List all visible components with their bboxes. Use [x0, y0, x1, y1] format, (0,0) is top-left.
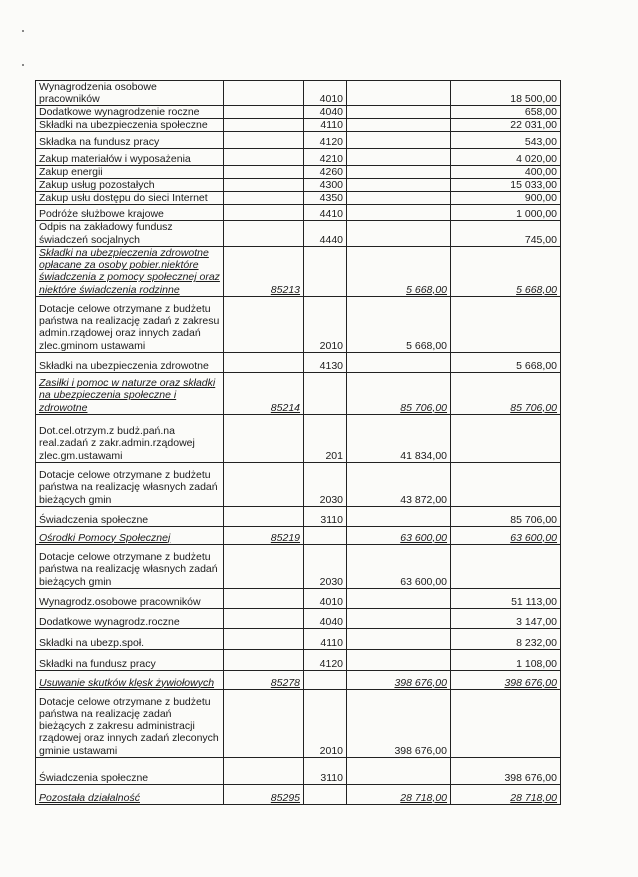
row-paragraph-code: [304, 506, 347, 526]
row-total: [451, 296, 561, 352]
row-total-text: 63 600,00: [510, 531, 557, 544]
row-paragraph-code-text: 3110: [320, 513, 343, 526]
table-row: [36, 81, 561, 106]
row-total: [451, 119, 561, 132]
budget-table-body: [36, 81, 561, 805]
row-description-text: Odpis na zakładowy fundusz świadczeń socjalnych: [39, 221, 173, 246]
row-total-text: 51 113,00: [511, 595, 557, 608]
table-row: [36, 106, 561, 119]
row-description-text: Wynagrodz.osobowe pracowników: [39, 595, 201, 608]
row-description-text: Pozostała działalność: [39, 791, 140, 804]
row-paragraph-code: [304, 628, 347, 649]
row-amount: [347, 506, 451, 526]
row-total-text: 658,00: [524, 106, 557, 119]
row-amount: [347, 784, 451, 804]
row-section-code: [224, 757, 304, 784]
row-paragraph-code-text: 4260: [319, 166, 343, 179]
row-section-code: [224, 166, 304, 179]
row-description-text: Dotacje celowe otrzymane z budżetu państwa na realizację własnych zadań bieżących gmin: [39, 469, 218, 506]
row-paragraph-code: [304, 689, 347, 757]
row-amount-text: 398 676,00: [394, 676, 447, 689]
section-row: [36, 526, 561, 544]
row-amount-text: 63 600,00: [400, 531, 447, 544]
table-row: [36, 689, 561, 757]
row-description-text: Dotacje celowe otrzymane z budżetu państwa na realizację zadań z zakresu admin.rządowej oraz innych zadań zlec.gminom ustawami: [39, 303, 220, 352]
row-paragraph-code: [304, 544, 347, 588]
row-section-code: [224, 414, 304, 462]
row-description: [36, 205, 224, 221]
table-row: [36, 192, 561, 205]
row-description: [36, 221, 224, 246]
row-section-code: [224, 506, 304, 526]
section-row: [36, 372, 561, 414]
row-amount: [347, 414, 451, 462]
row-description: [36, 588, 224, 608]
row-description: [36, 526, 224, 544]
row-section-code: [224, 588, 304, 608]
row-section-code: [224, 649, 304, 670]
row-total: [451, 670, 561, 689]
row-section-code: [224, 544, 304, 588]
row-section-code: [224, 119, 304, 132]
row-amount: [347, 372, 451, 414]
row-total-text: 543,00: [524, 136, 557, 149]
row-description-text: Dotacje celowe otrzymane z budżetu państwa na realizację zadań bieżących z zakresu administracji rządowej oraz innych zadań zleconych gminie ustawami: [39, 696, 219, 757]
row-paragraph-code: [304, 526, 347, 544]
row-paragraph-code: [304, 106, 347, 119]
row-amount: [347, 246, 451, 296]
row-amount-text: 63 600,00: [400, 575, 447, 588]
row-amount: [347, 166, 451, 179]
row-description: [36, 81, 224, 106]
row-section-code-text: 85213: [270, 283, 300, 296]
row-total: [451, 352, 561, 372]
row-paragraph-code-text: 4440: [319, 233, 343, 246]
row-total-text: 3 147,00: [516, 615, 557, 628]
row-amount: [347, 352, 451, 372]
row-section-code: [224, 372, 304, 414]
row-total-text: 745,00: [524, 233, 557, 246]
row-paragraph-code: [304, 81, 347, 106]
table-row: [36, 166, 561, 179]
table-row: [36, 221, 561, 246]
row-description-text: Składki na ubezpieczenia zdrowotne opłacane za osoby pobier.niektóre świadczenia z pomocy społecznej oraz niektóre świadczenia rodzinne: [39, 247, 220, 296]
row-amount-text: 5 668,00: [406, 283, 447, 296]
row-paragraph-code: [304, 784, 347, 804]
row-amount: [347, 81, 451, 106]
row-paragraph-code-text: 4040: [319, 106, 343, 119]
row-description: [36, 628, 224, 649]
table-row: [36, 462, 561, 506]
row-paragraph-code-text: 4120: [319, 136, 343, 149]
row-section-code: [224, 221, 304, 246]
row-total: [451, 784, 561, 804]
row-amount: [347, 588, 451, 608]
row-section-code: [224, 670, 304, 689]
table-row: [36, 506, 561, 526]
row-total: [451, 649, 561, 670]
row-paragraph-code-text: 3110: [320, 771, 343, 784]
row-paragraph-code-text: 4110: [320, 636, 343, 649]
row-section-code-text: 85295: [270, 791, 300, 804]
row-total-text: 85 706,00: [510, 513, 557, 526]
row-description-text: Dot.cel.otrzym.z budż.pań.na real.zadań z zakr.admin.rządowej zlec.gm.ustawami: [39, 425, 195, 462]
row-paragraph-code: [304, 221, 347, 246]
row-paragraph-code: [304, 166, 347, 179]
row-paragraph-code: [304, 149, 347, 166]
row-amount: [347, 221, 451, 246]
row-section-code: [224, 132, 304, 149]
row-paragraph-code-text: 201: [325, 449, 343, 462]
row-description-text: Składki na ubezpieczenia społeczne: [39, 119, 208, 132]
row-description: [36, 414, 224, 462]
row-amount-text: 85 706,00: [400, 401, 447, 414]
section-row: [36, 246, 561, 296]
row-total: [451, 106, 561, 119]
table-row: [36, 628, 561, 649]
row-description: [36, 608, 224, 628]
row-amount: [347, 149, 451, 166]
row-amount: [347, 526, 451, 544]
row-description: [36, 352, 224, 372]
row-description: [36, 506, 224, 526]
row-paragraph-code-text: 4120: [319, 657, 343, 670]
row-paragraph-code: [304, 608, 347, 628]
row-amount: [347, 132, 451, 149]
row-description-text: Składki na ubezp.społ.: [39, 636, 145, 649]
row-amount: [347, 205, 451, 221]
row-description: [36, 544, 224, 588]
row-description-text: Wynagrodzenia osobowe pracowników: [39, 81, 157, 106]
row-description: [36, 372, 224, 414]
row-total: [451, 757, 561, 784]
row-paragraph-code: [304, 649, 347, 670]
row-description: [36, 166, 224, 179]
row-section-code: [224, 462, 304, 506]
budget-table: [35, 80, 561, 805]
table-row: [36, 119, 561, 132]
row-amount: [347, 757, 451, 784]
row-amount: [347, 628, 451, 649]
row-description: [36, 149, 224, 166]
row-paragraph-code-text: 4010: [319, 93, 343, 106]
row-section-code: [224, 352, 304, 372]
row-section-code: [224, 246, 304, 296]
row-amount: [347, 544, 451, 588]
row-total: [451, 462, 561, 506]
table-row: [36, 132, 561, 149]
row-amount: [347, 649, 451, 670]
row-paragraph-code-text: 4130: [319, 359, 343, 372]
row-amount: [347, 689, 451, 757]
row-description-text: Podróże służbowe krajowe: [39, 208, 164, 221]
row-total-text: 8 232,00: [516, 636, 557, 649]
row-total-text: 4 020,00: [516, 153, 557, 166]
row-amount-text: 398 676,00: [394, 744, 447, 757]
row-total-text: 398 676,00: [504, 676, 557, 689]
table-row: [36, 649, 561, 670]
row-total: [451, 608, 561, 628]
row-section-code: [224, 81, 304, 106]
row-description-text: Dotacje celowe otrzymane z budżetu państwa na realizację własnych zadań bieżących gmin: [39, 551, 218, 588]
row-total-text: 85 706,00: [510, 401, 557, 414]
table-row: [36, 588, 561, 608]
scan-speck: [22, 64, 24, 66]
row-description-text: Dodatkowe wynagrodz.roczne: [39, 615, 180, 628]
table-row: [36, 544, 561, 588]
row-total-text: 15 033,00: [510, 179, 557, 192]
row-section-code: [224, 526, 304, 544]
row-description: [36, 119, 224, 132]
row-description-text: Zasiłki i pomoc w naturze oraz składki na ubezpieczenia społeczne i zdrowotne: [39, 377, 216, 414]
table-row: [36, 414, 561, 462]
row-description-text: Zakup energii: [39, 166, 103, 179]
row-total: [451, 192, 561, 205]
row-total: [451, 246, 561, 296]
section-row: [36, 670, 561, 689]
row-paragraph-code-text: 2010: [319, 339, 343, 352]
row-section-code: [224, 628, 304, 649]
row-total-text: 5 668,00: [516, 359, 557, 372]
row-paragraph-code-text: 4410: [319, 208, 343, 221]
row-section-code: [224, 179, 304, 192]
table-row: [36, 179, 561, 192]
row-amount: [347, 119, 451, 132]
row-amount: [347, 106, 451, 119]
row-description: [36, 649, 224, 670]
row-total-text: 5 668,00: [516, 283, 557, 296]
row-total-text: 398 676,00: [504, 771, 557, 784]
row-amount: [347, 670, 451, 689]
row-section-code-text: 85278: [270, 676, 300, 689]
row-total: [451, 526, 561, 544]
row-paragraph-code: [304, 205, 347, 221]
row-paragraph-code: [304, 192, 347, 205]
row-total: [451, 205, 561, 221]
row-total-text: 1 108,00: [516, 657, 557, 670]
row-description-text: Świadczenia społeczne: [39, 771, 149, 784]
row-total: [451, 81, 561, 106]
row-amount-text: 43 872,00: [400, 493, 447, 506]
row-amount: [347, 462, 451, 506]
row-paragraph-code: [304, 179, 347, 192]
row-total: [451, 221, 561, 246]
row-description-text: Składki na ubezpieczenia zdrowotne: [39, 359, 209, 372]
row-paragraph-code: [304, 132, 347, 149]
row-paragraph-code: [304, 670, 347, 689]
row-paragraph-code-text: 4110: [320, 119, 343, 132]
row-description: [36, 757, 224, 784]
row-paragraph-code: [304, 246, 347, 296]
row-section-code: [224, 149, 304, 166]
row-description-text: Zakup usłu dostępu do sieci Internet: [39, 192, 208, 205]
row-description: [36, 132, 224, 149]
row-amount: [347, 192, 451, 205]
row-paragraph-code-text: 4040: [319, 615, 343, 628]
row-paragraph-code: [304, 296, 347, 352]
row-total: [451, 149, 561, 166]
row-section-code-text: 85219: [270, 531, 300, 544]
row-description: [36, 462, 224, 506]
row-description: [36, 296, 224, 352]
row-paragraph-code: [304, 352, 347, 372]
row-paragraph-code: [304, 462, 347, 506]
row-paragraph-code: [304, 588, 347, 608]
row-section-code: [224, 608, 304, 628]
row-description-text: Świadczenia społeczne: [39, 513, 149, 526]
row-amount: [347, 296, 451, 352]
row-description: [36, 670, 224, 689]
row-total: [451, 506, 561, 526]
row-paragraph-code: [304, 414, 347, 462]
row-description-text: Składka na fundusz pracy: [39, 136, 160, 149]
row-section-code: [224, 784, 304, 804]
row-section-code-text: 85214: [270, 401, 300, 414]
row-paragraph-code-text: 4210: [319, 153, 343, 166]
row-description: [36, 784, 224, 804]
table-row: [36, 296, 561, 352]
row-amount-text: 28 718,00: [400, 791, 447, 804]
row-paragraph-code-text: 2030: [319, 575, 343, 588]
row-description: [36, 179, 224, 192]
row-description: [36, 246, 224, 296]
row-paragraph-code-text: 4010: [319, 595, 343, 608]
row-total-text: 28 718,00: [510, 791, 557, 804]
row-total-text: 18 500,00: [510, 93, 557, 106]
row-total: [451, 544, 561, 588]
row-section-code: [224, 296, 304, 352]
row-paragraph-code: [304, 372, 347, 414]
row-total-text: 1 000,00: [516, 208, 557, 221]
row-total-text: 400,00: [524, 166, 557, 179]
row-description-text: Usuwanie skutków klęsk żywiołowych: [39, 676, 215, 689]
row-description-text: Dodatkowe wynagrodzenie roczne: [39, 106, 200, 119]
row-amount-text: 5 668,00: [406, 339, 447, 352]
table-row: [36, 205, 561, 221]
row-section-code: [224, 106, 304, 119]
row-paragraph-code: [304, 119, 347, 132]
row-total: [451, 588, 561, 608]
row-description: [36, 192, 224, 205]
row-total: [451, 179, 561, 192]
row-total: [451, 414, 561, 462]
section-row: [36, 784, 561, 804]
table-row: [36, 608, 561, 628]
row-amount: [347, 608, 451, 628]
row-description: [36, 689, 224, 757]
row-total-text: 22 031,00: [510, 119, 557, 132]
row-total: [451, 689, 561, 757]
row-paragraph-code-text: 2030: [319, 493, 343, 506]
scan-speck: [22, 30, 24, 32]
table-row: [36, 149, 561, 166]
row-total: [451, 628, 561, 649]
row-total: [451, 372, 561, 414]
row-total-text: 900,00: [524, 192, 557, 205]
row-amount: [347, 179, 451, 192]
row-section-code: [224, 689, 304, 757]
row-total: [451, 166, 561, 179]
row-description-text: Zakup materiałów i wyposażenia: [39, 153, 191, 166]
row-description-text: Ośrodki Pomocy Społecznej: [39, 531, 171, 544]
row-description: [36, 106, 224, 119]
table-row: [36, 757, 561, 784]
row-section-code: [224, 192, 304, 205]
table-row: [36, 352, 561, 372]
row-amount-text: 41 834,00: [400, 449, 447, 462]
row-description-text: Zakup usług pozostałych: [39, 179, 155, 192]
row-section-code: [224, 205, 304, 221]
row-paragraph-code: [304, 757, 347, 784]
row-paragraph-code-text: 2010: [319, 744, 343, 757]
row-paragraph-code-text: 4300: [319, 179, 343, 192]
row-paragraph-code-text: 4350: [319, 192, 343, 205]
row-total: [451, 132, 561, 149]
row-description-text: Składki na fundusz pracy: [39, 657, 156, 670]
